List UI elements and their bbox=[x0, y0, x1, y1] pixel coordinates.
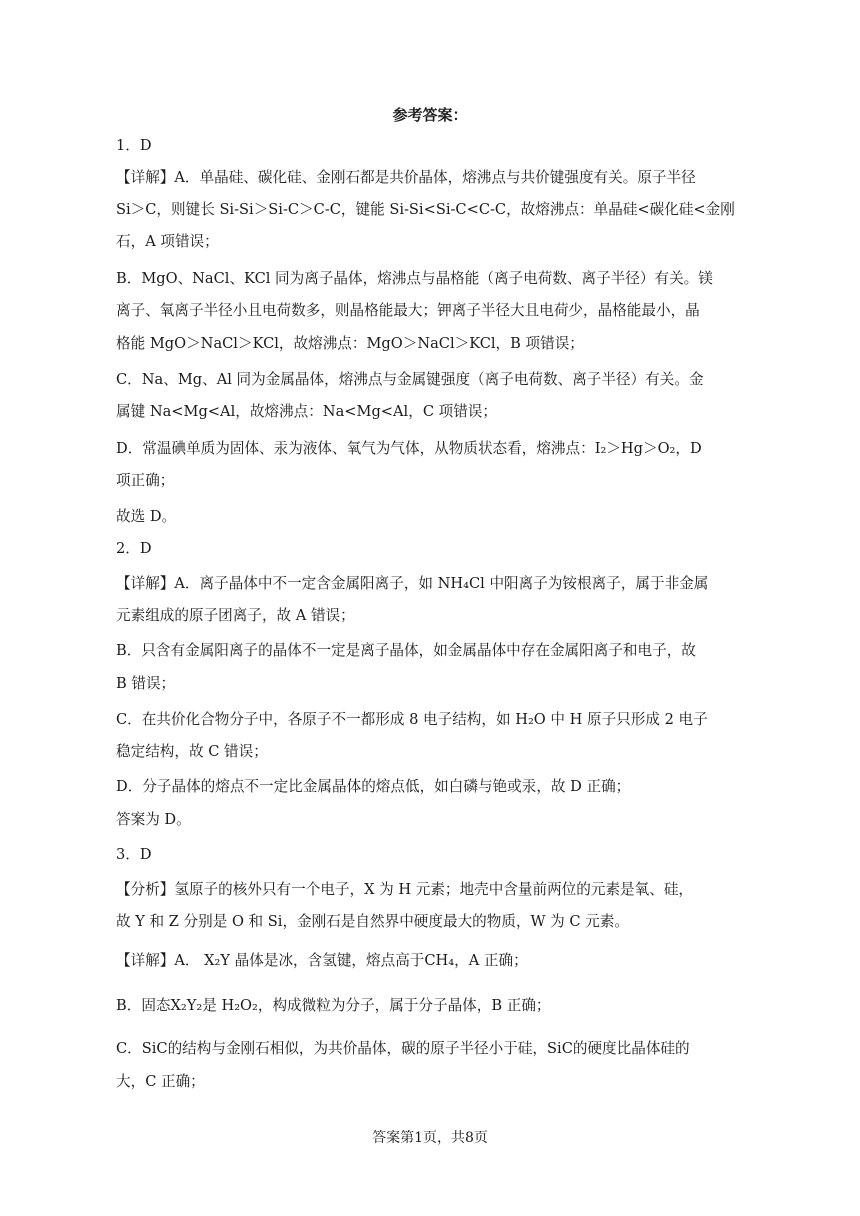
answer-line: 答案为 D。 bbox=[116, 811, 191, 828]
answer-line: C．Na、Mg、Al 同为金属晶体，熔沸点与金属键强度（离子电荷数、离子半径）有关。金 bbox=[116, 371, 704, 388]
answer-line: 石，A 项错误； bbox=[116, 233, 219, 250]
answer-line: B 错误； bbox=[116, 675, 176, 692]
answer-line: 格能 MgO＞NaCl＞KCl，故熔沸点：MgO＞NaCl＞KCl，B 项错误； bbox=[116, 335, 584, 352]
answer-line: D．常温碘单质为固体、汞为液体、氧气为气体，从物质状态看，熔沸点：I₂＞Hg＞O₂，D bbox=[116, 440, 702, 457]
answer-line: C．在共价化合物分子中，各原子不一都形成 8 电子结构，如 H₂O 中 H 原子只形成 2 电子 bbox=[116, 711, 708, 728]
answer-line: 【详解】A．离子晶体中不一定含金属阳离子，如 NH₄Cl 中阳离子为铵根离子，属于非金属 bbox=[116, 575, 709, 592]
answer-line: B．MgO、NaCl、KCl 同为离子晶体，熔沸点与晶格能（离子电荷数、离子半径）有关。镁 bbox=[116, 270, 713, 287]
answer-line: 1．D bbox=[116, 137, 152, 154]
answer-line: 项正确； bbox=[116, 472, 175, 489]
answer-line: 大，C 正确； bbox=[116, 1073, 205, 1090]
answer-line: 稳定结构，故 C 错误； bbox=[116, 743, 268, 760]
page-footer: 答案第1页，共8页 bbox=[372, 1130, 488, 1146]
answer-line: 3．D bbox=[116, 846, 152, 863]
answer-line: B．只含有金属阳离子的晶体不一定是离子晶体，如金属晶体中存在金属阳离子和电子，故 bbox=[116, 642, 696, 659]
answer-line: 属键 Na<Mg<Al，故熔沸点：Na<Mg<Al，C 项错误； bbox=[116, 403, 497, 420]
answer-line: B．固态X₂Y₂是 H₂O₂，构成微粒为分子，属于分子晶体，B 正确； bbox=[116, 997, 551, 1014]
answer-line: 【详解】A． X₂Y 晶体是冰，含氢键，熔点高于CH₄，A 正确； bbox=[116, 952, 528, 969]
answer-line: 故 Y 和 Z 分别是 O 和 Si，金刚石是自然界中硬度最大的物质，W 为 C 元素。 bbox=[116, 913, 629, 930]
answer-line: D．分子晶体的熔点不一定比金属晶体的熔点低，如白磷与铯或汞，故 D 正确； bbox=[116, 778, 631, 795]
answer-line: 【详解】A．单晶硅、碳化硅、金刚石都是共价晶体，熔沸点与共价键强度有关。原子半径 bbox=[116, 169, 696, 186]
answer-line: 元素组成的原子团离子，故 A 错误； bbox=[116, 607, 355, 624]
answer-line: 故选 D。 bbox=[116, 508, 177, 525]
page-title: 参考答案： bbox=[392, 106, 468, 124]
answer-line: Si＞C，则键长 Si-Si＞Si-C＞C-C，键能 Si-Si<Si-C<C-C，故熔沸点：单晶硅<碳化硅<金刚 bbox=[116, 201, 735, 218]
answer-line: 离子、氧离子半径小且电荷数多，则晶格能最大；钾离子半径大且电荷少，晶格能最小，晶 bbox=[116, 302, 700, 319]
answer-line: 2．D bbox=[116, 540, 152, 557]
answer-line: C．SiC的结构与金刚石相似，为共价晶体，碳的原子半径小于硅，SiC的硬度比晶体硅的 bbox=[116, 1040, 690, 1057]
answer-line: 【分析】氢原子的核外只有一个电子，X 为 H 元素；地壳中含量前两位的元素是氧、硅， bbox=[116, 881, 694, 898]
